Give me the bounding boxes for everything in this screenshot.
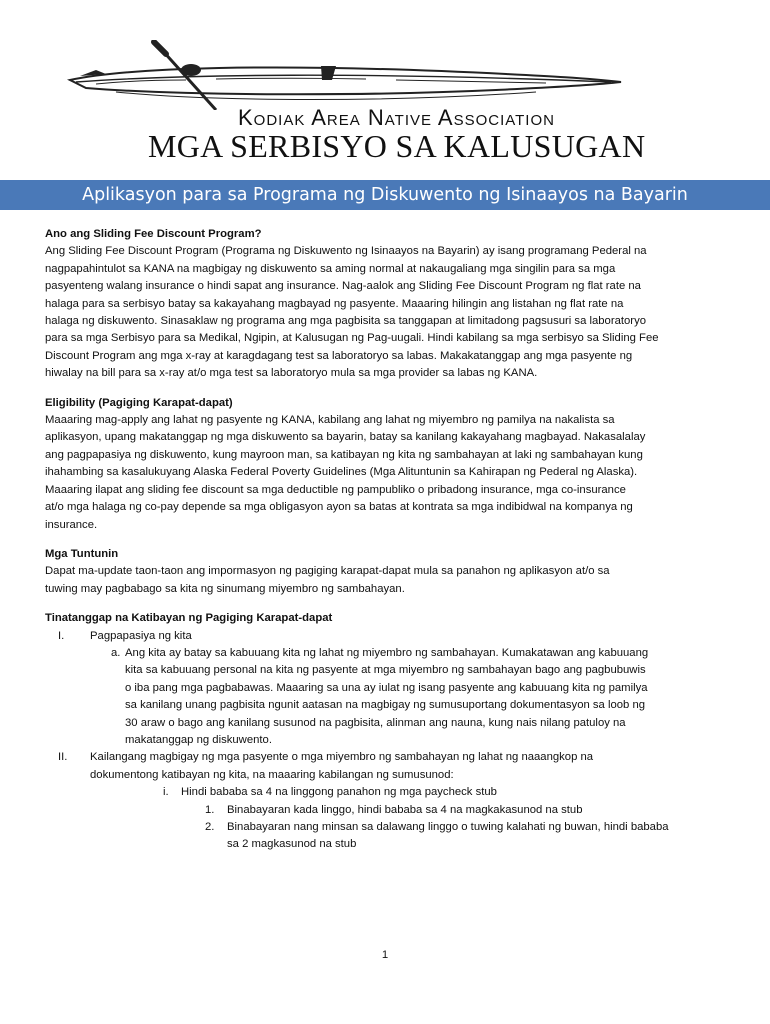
section-heading-sliding-fee: Ano ang Sliding Fee Discount Program? xyxy=(45,228,262,240)
text-line: at/o mga halaga ng co-pay depende sa mga obligasyon ayon sa batas at kontrata sa mga indibidwal na kompanya ng xyxy=(45,501,633,514)
text-line: sa 2 magkasunod na stub xyxy=(227,838,357,851)
text-line: o iba pang mga pagbabawas. Maaaring sa una ay iulat ng isang pasyente ang kabuuang kita ng pamilya xyxy=(125,681,648,694)
letterhead xyxy=(0,0,770,178)
list-marker: i. xyxy=(163,786,169,799)
text-line: makatanggap ng diskuwento. xyxy=(125,733,272,746)
text-line: insurance. xyxy=(45,518,98,531)
text-line: para sa mga Serbisyo para sa Medikal, Ngipin, at Kalusugan ng Pag-uugali. Hindi kabilang sa mga serbisyo sa Sliding Fee xyxy=(45,332,659,345)
text-line: Maaaring ilapat ang sliding fee discount sa mga deductible ng pampubliko o pribadong insurance, mga co-insurance xyxy=(45,483,626,496)
text-line: 30 araw o bago ang kanilang susunod na pagbisita, alinman ang nauna, kung nais nilang patuloy na xyxy=(125,716,626,729)
paragraph-rules xyxy=(45,563,720,598)
list-marker: 1. xyxy=(205,803,215,816)
paragraph-eligibility xyxy=(45,412,720,534)
paragraph-sliding-fee xyxy=(45,243,720,382)
text-line: ang pagpapasiya ng diskuwento, kung mayroon man, sa katibayan ng kita ng sambahayan at laki ng sambahayan kung xyxy=(45,448,643,461)
text-line: Dapat ma-update taon-taon ang impormasyon ng pagiging karapat-dapat mula sa panahon ng aplikasyon at/o sa xyxy=(45,565,610,578)
text-line: Hindi bababa sa 4 na linggong panahon ng mga paycheck stub xyxy=(181,786,497,799)
sublist-item-income-basis xyxy=(45,645,720,749)
list-marker: II. xyxy=(58,751,68,764)
text-line: halaga para sa serbisyo batay sa kakayahang magbayad ng pasyente. Maaaring hilingin ang listahan ng flat rate na xyxy=(45,297,624,310)
section-heading-proof: Tinatanggap na Katibayan ng Pagiging Karapat-dapat xyxy=(45,612,333,625)
text-line: dokumentong katibayan ng kita, na maaaring kabilangan ng sumusunod: xyxy=(90,768,454,781)
text-line: sa kanilang unang pagbisita ngunit aatasan na magbigay ng sumusuportang dokumentasyon sa loob ng xyxy=(125,699,646,712)
text-line: nagpapahintulot sa KANA na magbigay ng diskuwento sa aming normal at nakaugaliang mga singilin para sa mga xyxy=(45,262,616,275)
department-name: MGA SERBISYO SA KALUSUGAN xyxy=(148,128,646,164)
sublist-item-biweekly xyxy=(45,819,720,854)
text-line: Discount Program ang mga x-ray at karagdagang test sa laboratoryo sa labas. Makakatanggap ang mga pasyente ng xyxy=(45,349,633,362)
form-title-banner: Aplikasyon para sa Programa ng Diskuwento ng Isinaayos na Bayarin xyxy=(0,180,770,210)
list-marker: a. xyxy=(111,646,121,659)
text-line: Maaaring mag-apply ang lahat ng pasyente ng KANA, kabilang ang lahat ng miyembro ng pamilya na nakalista sa xyxy=(45,414,615,427)
text-line: ihahambing sa kasalukuyang Alaska Federal Poverty Guidelines (Mga Alituntunin sa Kahirapan ng Pederal ng Alaska). xyxy=(45,466,638,479)
text-line: Binabayaran nang minsan sa dalawang linggo o tuwing kalahati ng buwan, hindi bababa xyxy=(227,821,669,833)
text-line: kita sa kabuuang personal na kita ng pasyente at mga miyembro ng sambahayan bago ang pagbubuwis xyxy=(125,664,646,677)
text-line: halaga ng diskuwento. Sinasaklaw ng programa ang mga pagbisita sa tanggapan at limitadong pagsusuri sa laboratoryo xyxy=(45,315,647,328)
list-item-income xyxy=(45,628,720,645)
list-item-text: Pagpapasiya ng kita xyxy=(90,629,192,642)
text-line: Ang Sliding Fee Discount Program (Programa ng Diskuwento ng Isinaayos na Bayarin) ay isang programang Pederal na xyxy=(45,245,647,258)
text-line: Ang kita ay batay sa kabuuang kita ng lahat ng miyembro ng sambahayan. Kumakatawan ang kabuuang xyxy=(125,646,649,659)
sublist-item-weekly xyxy=(45,802,720,819)
text-line: pasyenteng walang insurance o hindi sapat ang insurance. Nag-aalok ang Sliding Fee Discount Program ng flat rate na xyxy=(45,280,641,293)
page-number: 1 xyxy=(381,949,389,961)
text-line: hiwalay na bill para sa x-ray at/o mga test sa laboratoryo mula sa mga provider sa labas ng KANA. xyxy=(45,367,538,380)
kayak-logo-icon xyxy=(66,40,626,110)
list-item-documents xyxy=(45,749,720,784)
list-marker: I. xyxy=(58,629,65,642)
text-line: tuwing may pagbabago sa kita ng sinumang miyembro ng sambahayan. xyxy=(45,582,405,595)
section-heading-eligibility: Eligibility (Pagiging Karapat-dapat) xyxy=(45,396,233,409)
text-line: Binabayaran kada linggo, hindi bababa sa 4 na magkakasunod na stub xyxy=(227,803,583,816)
organization-name: Kodiak Area Native Association xyxy=(238,105,555,130)
list-marker: 2. xyxy=(205,821,215,833)
document-body xyxy=(45,226,720,854)
sublist-item-paycheck xyxy=(45,784,720,801)
text-line: Kailangang magbigay ng mga pasyente o mga miyembro ng sambahayan ng lahat ng naaangkop na xyxy=(90,751,594,764)
text-line: aplikasyon, upang makatanggap ng mga diskuwento sa bayarin, batay sa kanilang kakayahang magbayad. Nakasalalay xyxy=(45,431,646,444)
section-heading-rules: Mga Tuntunin xyxy=(45,547,119,560)
